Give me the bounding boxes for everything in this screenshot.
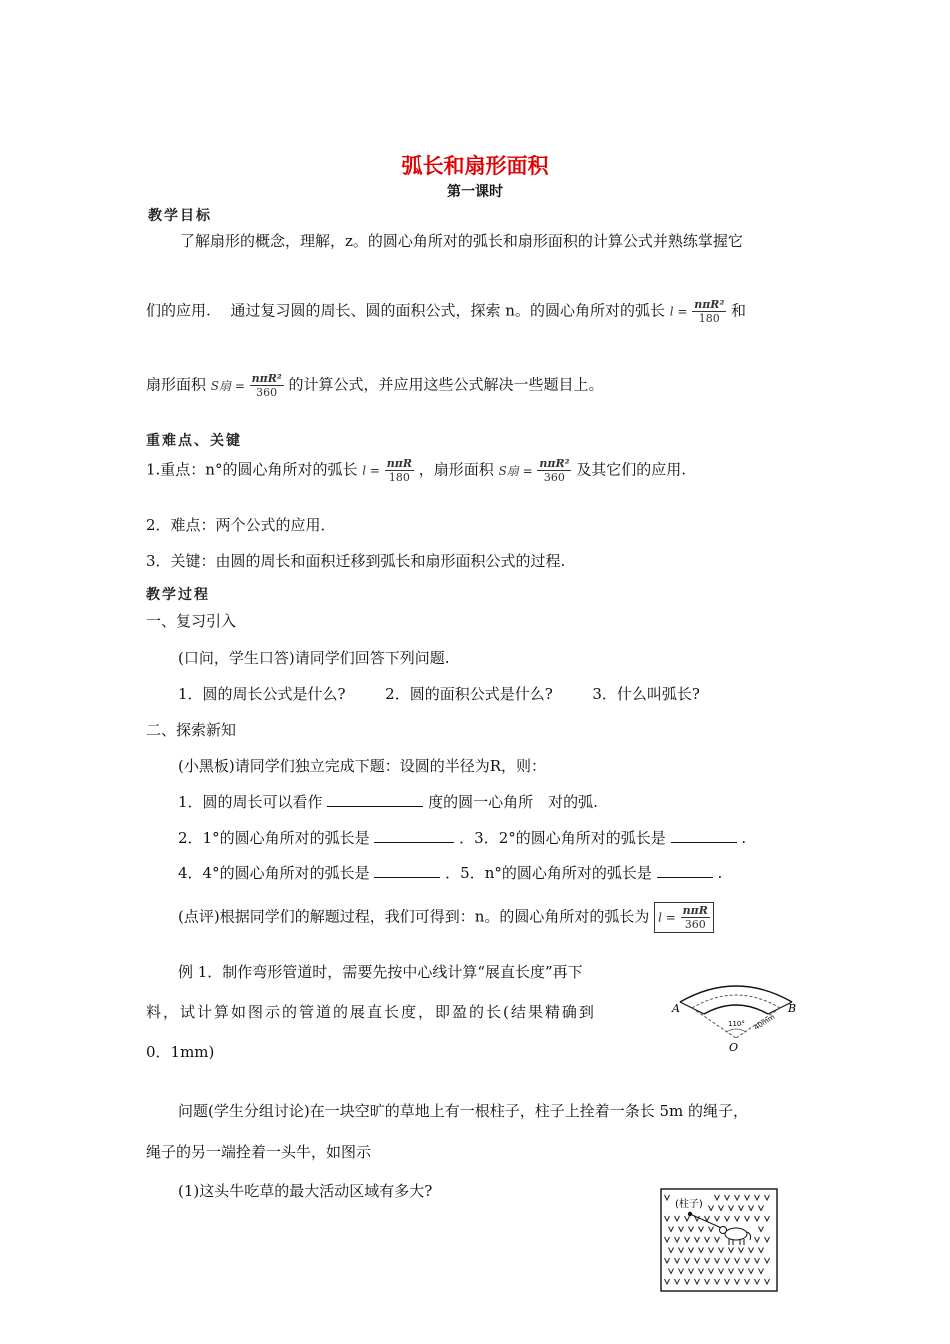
answer-blank[interactable]	[657, 863, 713, 878]
pipe-label-b: B	[788, 1002, 797, 1015]
answer-blank[interactable]	[327, 792, 423, 807]
process-part-1-intro: (口问，学生口答)请同学们回答下列问题.	[178, 649, 450, 667]
arc-length-formula-2: $\frac{\text{nπR}}{180}$	[386, 457, 412, 484]
answer-blank[interactable]	[374, 828, 454, 843]
example-1-line-3: 0．1mm)	[146, 1043, 215, 1061]
boxed-formula: l = $\frac{\text{nπR}}{360}$	[654, 902, 714, 933]
example-1-line-2: 料，试计算如图示的管道的展直长度，即盈的长(结果精确到	[146, 1003, 596, 1021]
key-point-3: 3．关键：由圆的周长和面积迁移到弧长和扇形面积公式的过程.	[146, 552, 566, 570]
page-title: 弧长和扇形面积	[401, 154, 549, 178]
section-heading-process: 教学过程	[146, 587, 210, 603]
problem-line-1: 问题(学生分组讨论)在一块空旷的草地上有一根柱子，柱子上拴着一条长 5m 的绳子，	[178, 1102, 749, 1120]
review-conclusion: (点评)根据同学们的解题过程，我们可得到：n。的圆心角所对的弧长为 l = $\frac{\text{nπR}}{360}$	[178, 902, 714, 933]
sector-area-formula-2: $\frac{\text{nπR²}}{360}$	[539, 457, 570, 484]
process-part-2-intro: (小黑板)请同学们独立完成下题：设圆的半径为R，则：	[178, 757, 547, 775]
goals-line-1: 了解扇形的概念，理解，z。的圆心角所对的弧长和扇形面积的计算公式并熟练掌握它	[180, 232, 743, 250]
post-label: (柱子)	[675, 1199, 703, 1210]
pipe-radius-label: 40mm	[752, 1012, 777, 1032]
key-point-1: 1.重点：n°的圆心角所对的弧长 l = $\frac{\text{nπR}}{180}$ ，扇形面积 S扇 = $\frac{\text{nπR²}}{360}$ 及其它们的应用.	[146, 457, 686, 484]
pipe-inner-arc	[704, 1005, 768, 1014]
process-part-2: 二、探索新知	[146, 721, 237, 739]
exercise-2-3: 2．1°的圆心角所对的弧长是 ．3．2°的圆心角所对的弧长是 .	[178, 829, 747, 847]
arc-length-formula: $\frac{\text{nπR²}}{180}$	[694, 298, 725, 325]
example-1-line-1: 例 1．制作弯形管道时，需要先按中心线计算“展直长度”再下	[178, 963, 583, 981]
problem-question-1: (1)这头牛吃草的最大活动区域有多大?	[178, 1182, 433, 1200]
exercise-4-5: 4．4°的圆心角所对的弧长是 ．5．n°的圆心角所对的弧长是 .	[178, 864, 723, 882]
pipe-label-a: A	[672, 1002, 680, 1015]
key-point-2: 2．难点：两个公式的应用．	[146, 516, 336, 534]
pipe-figure	[668, 962, 804, 1054]
arc-length-var: l =	[669, 304, 688, 319]
section-heading-key: 重难点、关键	[146, 433, 242, 449]
answer-blank[interactable]	[671, 828, 737, 843]
sector-area-formula: $\frac{\text{nπR²}}{360}$	[251, 372, 282, 399]
page-subtitle: 第一课时	[447, 184, 503, 200]
goals-line-3: 扇形面积 S扇 = $\frac{\text{nπR²}}{360}$ 的计算公式，并应用这些公式解决一些题目上。	[146, 372, 604, 399]
cow-grazing-figure	[660, 1188, 778, 1292]
exercise-1: 1．圆的周长可以看作 度的圆一心角所 对的弧.	[178, 793, 598, 811]
goals-line-2: 们的应用. 通过复习圆的周长、圆的面积公式，探索 n。的圆心角所对的弧长 l = $\frac{\text{nπR²}}{180}$ 和	[146, 298, 747, 325]
pipe-label-o: O	[729, 1041, 739, 1054]
process-part-1: 一、复习引入	[146, 612, 237, 630]
pipe-center-arc	[692, 995, 780, 1008]
answer-blank[interactable]	[374, 863, 440, 878]
review-questions: 1．圆的周长公式是什么? 2．圆的面积公式是什么? 3．什么叫弧长?	[178, 685, 700, 703]
section-heading-goals: 教学目标	[148, 208, 212, 224]
sector-area-var: S扇 =	[210, 379, 245, 393]
pipe-angle-label: 110°	[728, 1020, 745, 1028]
problem-line-2: 绳子的另一端拴着一头牛，如图示	[146, 1143, 372, 1161]
pipe-outer-arc	[680, 986, 792, 1002]
